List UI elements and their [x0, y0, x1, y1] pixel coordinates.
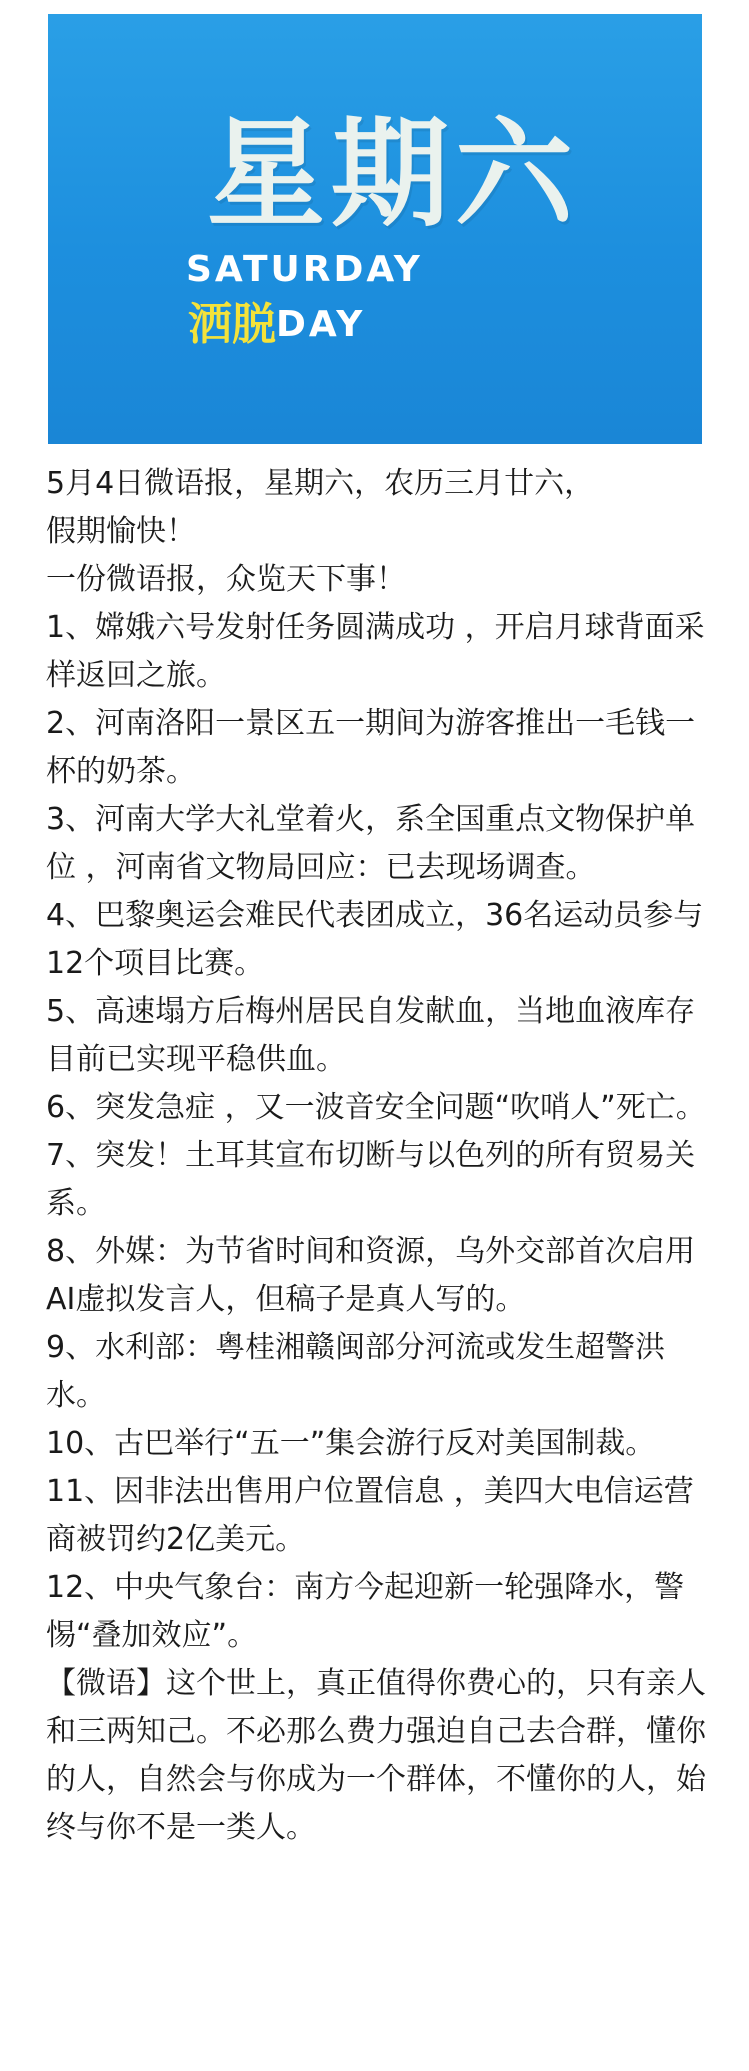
news-item: 9、水利部：粤桂湘赣闽部分河流或发生超警洪水。: [46, 1330, 666, 1413]
banner-slogan-english: DAY: [276, 304, 366, 345]
banner-title-chinese: 星期六: [206, 105, 579, 243]
news-item: 11、因非法出售用户位置信息 ，美四大电信运营商被罚约2亿美元。: [46, 1474, 694, 1557]
banner-slogan-chinese: 洒脱: [188, 299, 276, 350]
news-item: 10、古巴举行“五一”集会游行反对美国制裁。: [46, 1426, 656, 1461]
news-item: 8、外媒：为节省时间和资源，乌外交部首次启用AI虚拟发言人，但稿子是真人写的。: [46, 1234, 696, 1317]
news-item: 6、突发急症 ，又一波音安全问题“吹哨人”死亡。: [46, 1090, 706, 1125]
banner-title-english: SATURDAY: [186, 249, 423, 290]
news-item: 4、巴黎奥运会难民代表团成立，36名运动员参与12个项目比赛。: [46, 898, 704, 981]
date-line: 5月4日微语报，星期六，农历三月廿六，: [46, 466, 595, 501]
saturday-banner: [48, 14, 702, 444]
news-item: 1、嫦娥六号发射任务圆满成功 ，开启月球背面采样返回之旅。: [46, 610, 705, 693]
news-item: 5、高速塌方后梅州居民自发献血，当地血液库存目前已实现平稳供血。: [46, 994, 696, 1077]
news-item: 12、中央气象台：南方今起迎新一轮强降水，警惕“叠加效应”。: [46, 1570, 685, 1653]
news-item: 7、突发！土耳其宣布切断与以色列的所有贸易关系。: [46, 1138, 696, 1221]
news-item: 2、河南洛阳一景区五一期间为游客推出一毛钱一杯的奶茶。: [46, 706, 696, 789]
daily-quote: 【微语】这个世上，真正值得你费心的，只有亲人和三两知己。不必那么费力强迫自己去合群，懂你的人，自然会与你成为一个群体，不懂你的人，始终与你不是一类人。: [46, 1666, 706, 1845]
holiday-greeting: 假期愉快！: [46, 514, 196, 549]
news-brief-body: [46, 460, 706, 1852]
intro-line: 一份微语报，众览天下事！: [46, 562, 406, 597]
banner-slogan: [188, 300, 365, 350]
news-item: 3、河南大学大礼堂着火，系全国重点文物保护单位 ，河南省文物局回应：已去现场调查。: [46, 802, 696, 885]
